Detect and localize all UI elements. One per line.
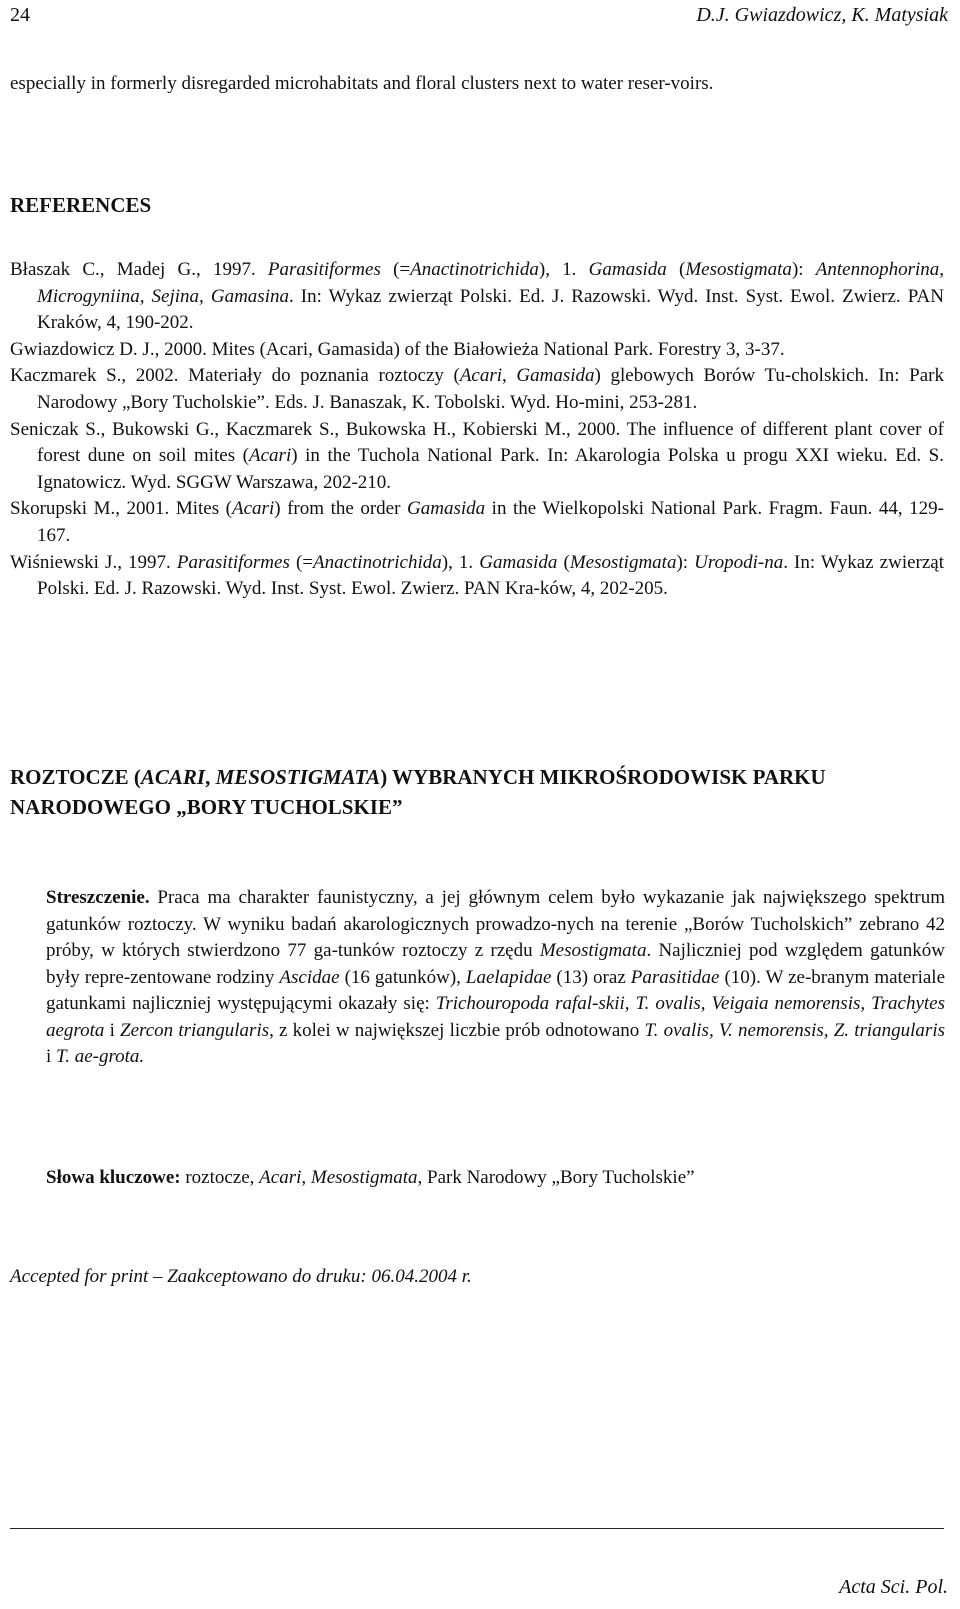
italic-run: Zercon triangularis (120, 1019, 270, 1041)
text-run: ) in the Tuchola National Park. In: Akarologia Polska u progu XXI wieku. Ed. S. Ignatowicz. Wyd. SGGW Warszawa, 202-210. (37, 445, 944, 493)
text-run: (= (380, 259, 411, 280)
reference-item (10, 337, 944, 364)
reference-item (10, 550, 944, 603)
page-number: 24 (10, 4, 30, 26)
text-run: , (301, 1167, 311, 1188)
polish-title (10, 762, 945, 822)
italic-run: Uropodi-na (694, 551, 784, 573)
text-run: ) glebowych Borów Tu-cholskich. In: Park Narodowy „Bory Tucholskie”. Eds. J. Banaszak, K. Tobolski. Wyd. Ho-mini, 253-281. (37, 365, 944, 413)
italic-run: Acari (232, 498, 275, 520)
italic-run: Gamasida (479, 551, 558, 573)
bold-run: Streszczenie. (46, 887, 150, 908)
text-run: roztocze, (180, 1167, 260, 1188)
reference-item (10, 496, 944, 549)
text-run: Skorupski M., 2001. Mites ( (10, 498, 233, 520)
text-run: . In: Wykaz zwierząt Polski. Ed. J. Razowski. Wyd. Inst. Syst. Ewol. Zwierz. PAN Kra-ków, 4, 202-205. (37, 551, 945, 600)
text-run: (16 gatunków), (339, 966, 466, 988)
text-run: Seniczak S., Bukowski G., Kaczmarek S., Bukowska H., Kobierski M., 2000. The influence of different plant cover of forest dune on soil mites ( (10, 418, 944, 467)
reference-item (10, 257, 944, 337)
text-run: (10). W ze-branym materiale gatunkami najliczniej występującymi okazały się: (46, 966, 945, 1014)
text-run: , z kolei w największej liczbie prób odnotowano (269, 1019, 645, 1041)
intro-paragraph: especially in formerly disregarded microhabitats and floral clusters next to water reser-voirs. (10, 73, 714, 94)
keywords-paragraph (46, 1165, 945, 1192)
text-run: Błaszak C., Madej G., 1997. (10, 259, 268, 280)
footer-rule (10, 1528, 944, 1529)
running-header-authors: D.J. Gwiazdowicz, K. Matysiak (696, 4, 948, 26)
italic-run: Antennophorina, Microgyniina, Sejina, Gamasina (37, 259, 945, 307)
italic-run: Mesostigmata (539, 940, 647, 961)
text-run: , (502, 365, 517, 387)
italic-run: Gamasida (516, 365, 595, 387)
italic-run: Mesostigmata (310, 1167, 418, 1188)
text-run: Kaczmarek S., 2002. Materiały do poznania roztoczy ( (10, 365, 460, 387)
references-list (10, 257, 944, 603)
text-run: ROZTOCZE ( (10, 765, 141, 789)
accepted-note: Accepted for print – Zaakceptowano do druku: 06.04.2004 r. (10, 1266, 472, 1287)
text-run: (= (289, 551, 313, 573)
italic-run: Mesostigmata (569, 551, 677, 573)
abstract-paragraph (46, 885, 945, 1071)
text-run: ) from the order (274, 498, 407, 520)
text-run: ) WYBRANYCH MIKROŚRODOWISK PARKU NARODOWEGO „BORY TUCHOLSKIE” (10, 765, 826, 819)
italic-run: T. ae-grota. (56, 1046, 145, 1067)
italic-run: Ascidae (279, 966, 340, 988)
italic-run: Trichouropoda rafal-skii, T. ovalis, Veigaia nemorensis, Trachytes aegrota (46, 993, 945, 1041)
text-run: Wiśniewski J., 1997. (10, 551, 177, 573)
text-run: ), 1. (538, 259, 589, 280)
italic-run: MESOSTIGMATA (215, 765, 381, 789)
italic-run: Acari (259, 1167, 302, 1188)
italic-run: Acari (249, 445, 292, 467)
text-run: ( (666, 259, 686, 280)
text-run: ): (676, 551, 695, 573)
text-run: in the Wielkopolski National Park. Fragm. Faun. 44, 129-167. (37, 498, 945, 546)
italic-run: ACARI (140, 765, 206, 789)
text-run: ), 1. (441, 551, 480, 573)
bold-run: Słowa kluczowe: (46, 1167, 181, 1188)
reference-item (10, 417, 944, 497)
reference-item (10, 363, 944, 416)
journal-footer: Acta Sci. Pol. (839, 1576, 948, 1598)
italic-run: Laelapidae (465, 966, 552, 988)
text-run: ): (791, 259, 816, 280)
text-run: i (104, 1019, 121, 1041)
italic-run: Parasitidae (630, 966, 720, 988)
italic-run: Acari (459, 365, 503, 387)
text-run: , (205, 765, 216, 789)
italic-run: Anactinotrichida (312, 551, 442, 573)
text-run: i (46, 1046, 57, 1067)
text-run: (13) oraz (551, 966, 631, 988)
italic-run: Gamasida (588, 259, 667, 280)
italic-run: Parasitiformes (176, 551, 290, 573)
text-run: , Park Narodowy „Bory Tucholskie” (417, 1167, 695, 1188)
italic-run: Gamasida (407, 498, 486, 520)
text-run: Praca ma charakter faunistyczny, a jej głównym celem było wykazanie jak największego spektrum gatunków roztoczy. W wyniku badań akarologicznych prowadzo-nych na terenie „Borów Tucholskich” zebrano 42 próby, w których stwierdzono 77 ga-tunków roztoczy z rzędu (46, 887, 945, 961)
italic-run: T. ovalis, V. nemorensis, Z. triangularis (644, 1019, 945, 1041)
text-run: Gwiazdowicz D. J., 2000. Mites (Acari, Gamasida) of the Białowieża National Park. Forestry 3, 3-37. (10, 338, 785, 360)
text-run: . Najliczniej pod względem gatunków były repre-zentowane rodziny (46, 940, 946, 988)
references-heading: REFERENCES (10, 193, 152, 217)
text-run: . In: Wykaz zwierząt Polski. Ed. J. Razowski. Wyd. Inst. Syst. Ewol. Zwierz. PAN Kraków, 4, 190-202. (37, 285, 945, 334)
italic-run: Anactinotrichida (410, 259, 539, 280)
text-run: ( (557, 551, 570, 573)
italic-run: Parasitiformes (267, 259, 381, 280)
italic-run: Mesostigmata (685, 259, 792, 280)
